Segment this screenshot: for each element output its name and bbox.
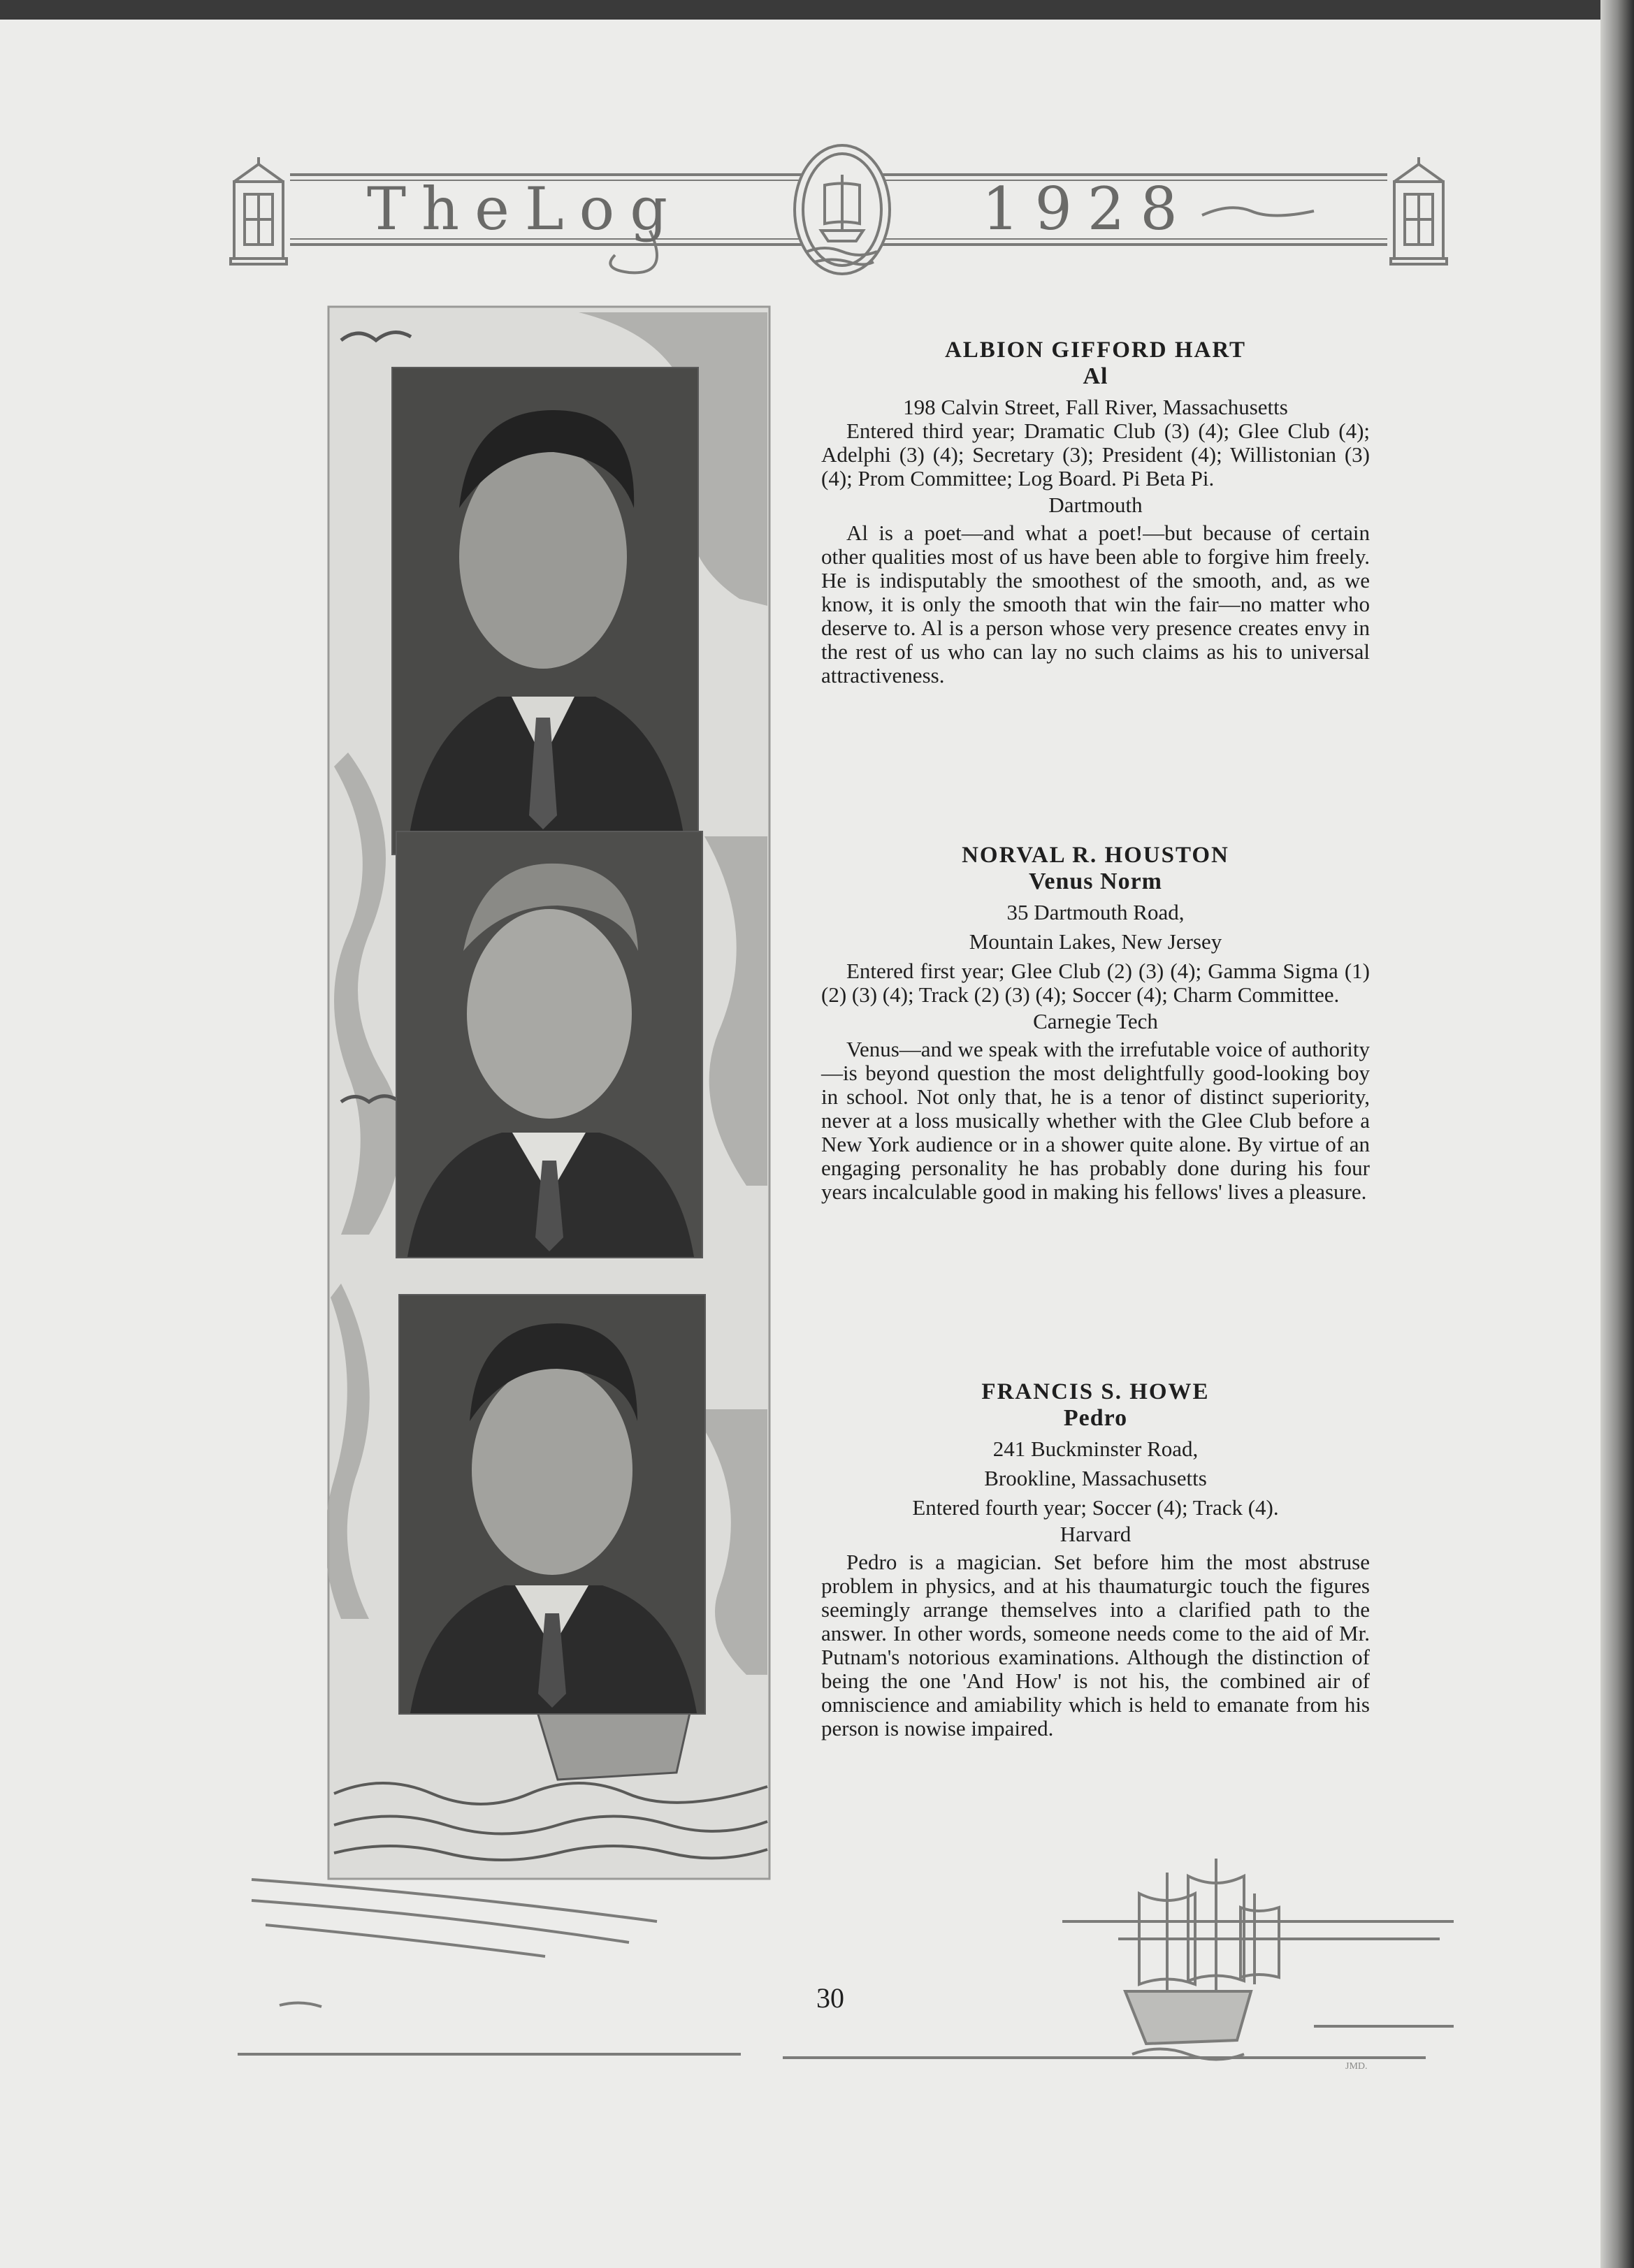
student-name: NORVAL R. HOUSTON xyxy=(962,843,1229,868)
biography-entry-hart xyxy=(821,338,1370,688)
page-number: 30 xyxy=(816,1982,844,2014)
portrait-photo-houston xyxy=(396,831,703,1258)
student-nickname: Pedro xyxy=(1063,1405,1128,1431)
student-address-line: Brookline, Massachusetts xyxy=(984,1466,1207,1490)
banner-year: 1928 xyxy=(982,175,1193,243)
student-college: Dartmouth xyxy=(1048,493,1143,517)
biography-entry-howe xyxy=(821,1380,1370,1740)
biography-entry-houston xyxy=(821,843,1370,1204)
student-address-line: Mountain Lakes, New Jersey xyxy=(969,929,1222,954)
student-bio: Pedro is a magician. Set before him the most abstruse problem in physics, and at his thaumaturgic touch the figures seemingly arrange themselves into a clarified path to the answer. In other words, someone needs come to the aid of Mr. Putnam's notorious examinations. Although the distinction of being the one 'And How' is not his, the combined air of omniscience and amiability which is held to emanate from his person is nowise impaired. xyxy=(821,1550,1370,1740)
student-record: Entered fourth year; Soccer (4); Track (4). xyxy=(912,1495,1279,1520)
footer-seascape xyxy=(238,1845,1468,2075)
student-college: Carnegie Tech xyxy=(1033,1009,1158,1033)
student-nickname: Venus Norm xyxy=(1028,868,1163,894)
portrait-photo-howe xyxy=(398,1294,706,1715)
student-bio: Al is a poet—and what a poet!—but because of certain other qualities most of us have been able to forgive him freely. He is indisputably the smoothest of the smooth, and, as we know, it is only the smooth that win the fair—no matter who deserve to. Al is a person whose very presence creates envy in the rest of us who can lay no such claims as his to universal attractiveness. xyxy=(821,521,1370,688)
student-name: ALBION GIFFORD HART xyxy=(944,337,1247,363)
student-nickname: Al xyxy=(1083,363,1108,389)
student-name: FRANCIS S. HOWE xyxy=(981,1379,1210,1404)
student-address-line: 198 Calvin Street, Fall River, Massachusetts xyxy=(903,395,1288,419)
student-record: Entered first year; Glee Club (2) (3) (4); Gamma Sigma (1) (2) (3) (4); Track (2) (3) (4); Soccer (4); Charm Committee. xyxy=(821,959,1370,1007)
header-banner xyxy=(224,133,1454,279)
banner-title: TheLog xyxy=(367,175,683,243)
page-edge-shadow xyxy=(1600,0,1634,2268)
student-college: Harvard xyxy=(1060,1522,1131,1546)
portrait-photo-hart xyxy=(391,367,699,855)
student-address-line: 241 Buckminster Road, xyxy=(992,1437,1199,1461)
student-bio: Venus—and we speak with the irrefutable voice of authority—is beyond question the most delightfully good-looking boy in school. Not only that, he is a tenor of distinct superiority, never at a loss musically whether with the Glee Club before a New York audience or in a shower quite alone. By virtue of an engaging personality he has probably done during his four years incalculable good in making his fellows' lives a pleasure. xyxy=(821,1037,1370,1204)
artist-signature: JMD. xyxy=(1345,2061,1368,2072)
student-record: Entered third year; Dramatic Club (3) (4); Glee Club (4); Adelphi (3) (4); Secretary (3); President (4); Willistonian (3) (4); Prom Committee; Log Board. Pi Beta Pi. xyxy=(821,419,1370,490)
student-address-line: 35 Dartmouth Road, xyxy=(1006,900,1185,924)
ship-illustration xyxy=(238,1845,1468,2075)
portrait-strip xyxy=(327,305,771,1880)
